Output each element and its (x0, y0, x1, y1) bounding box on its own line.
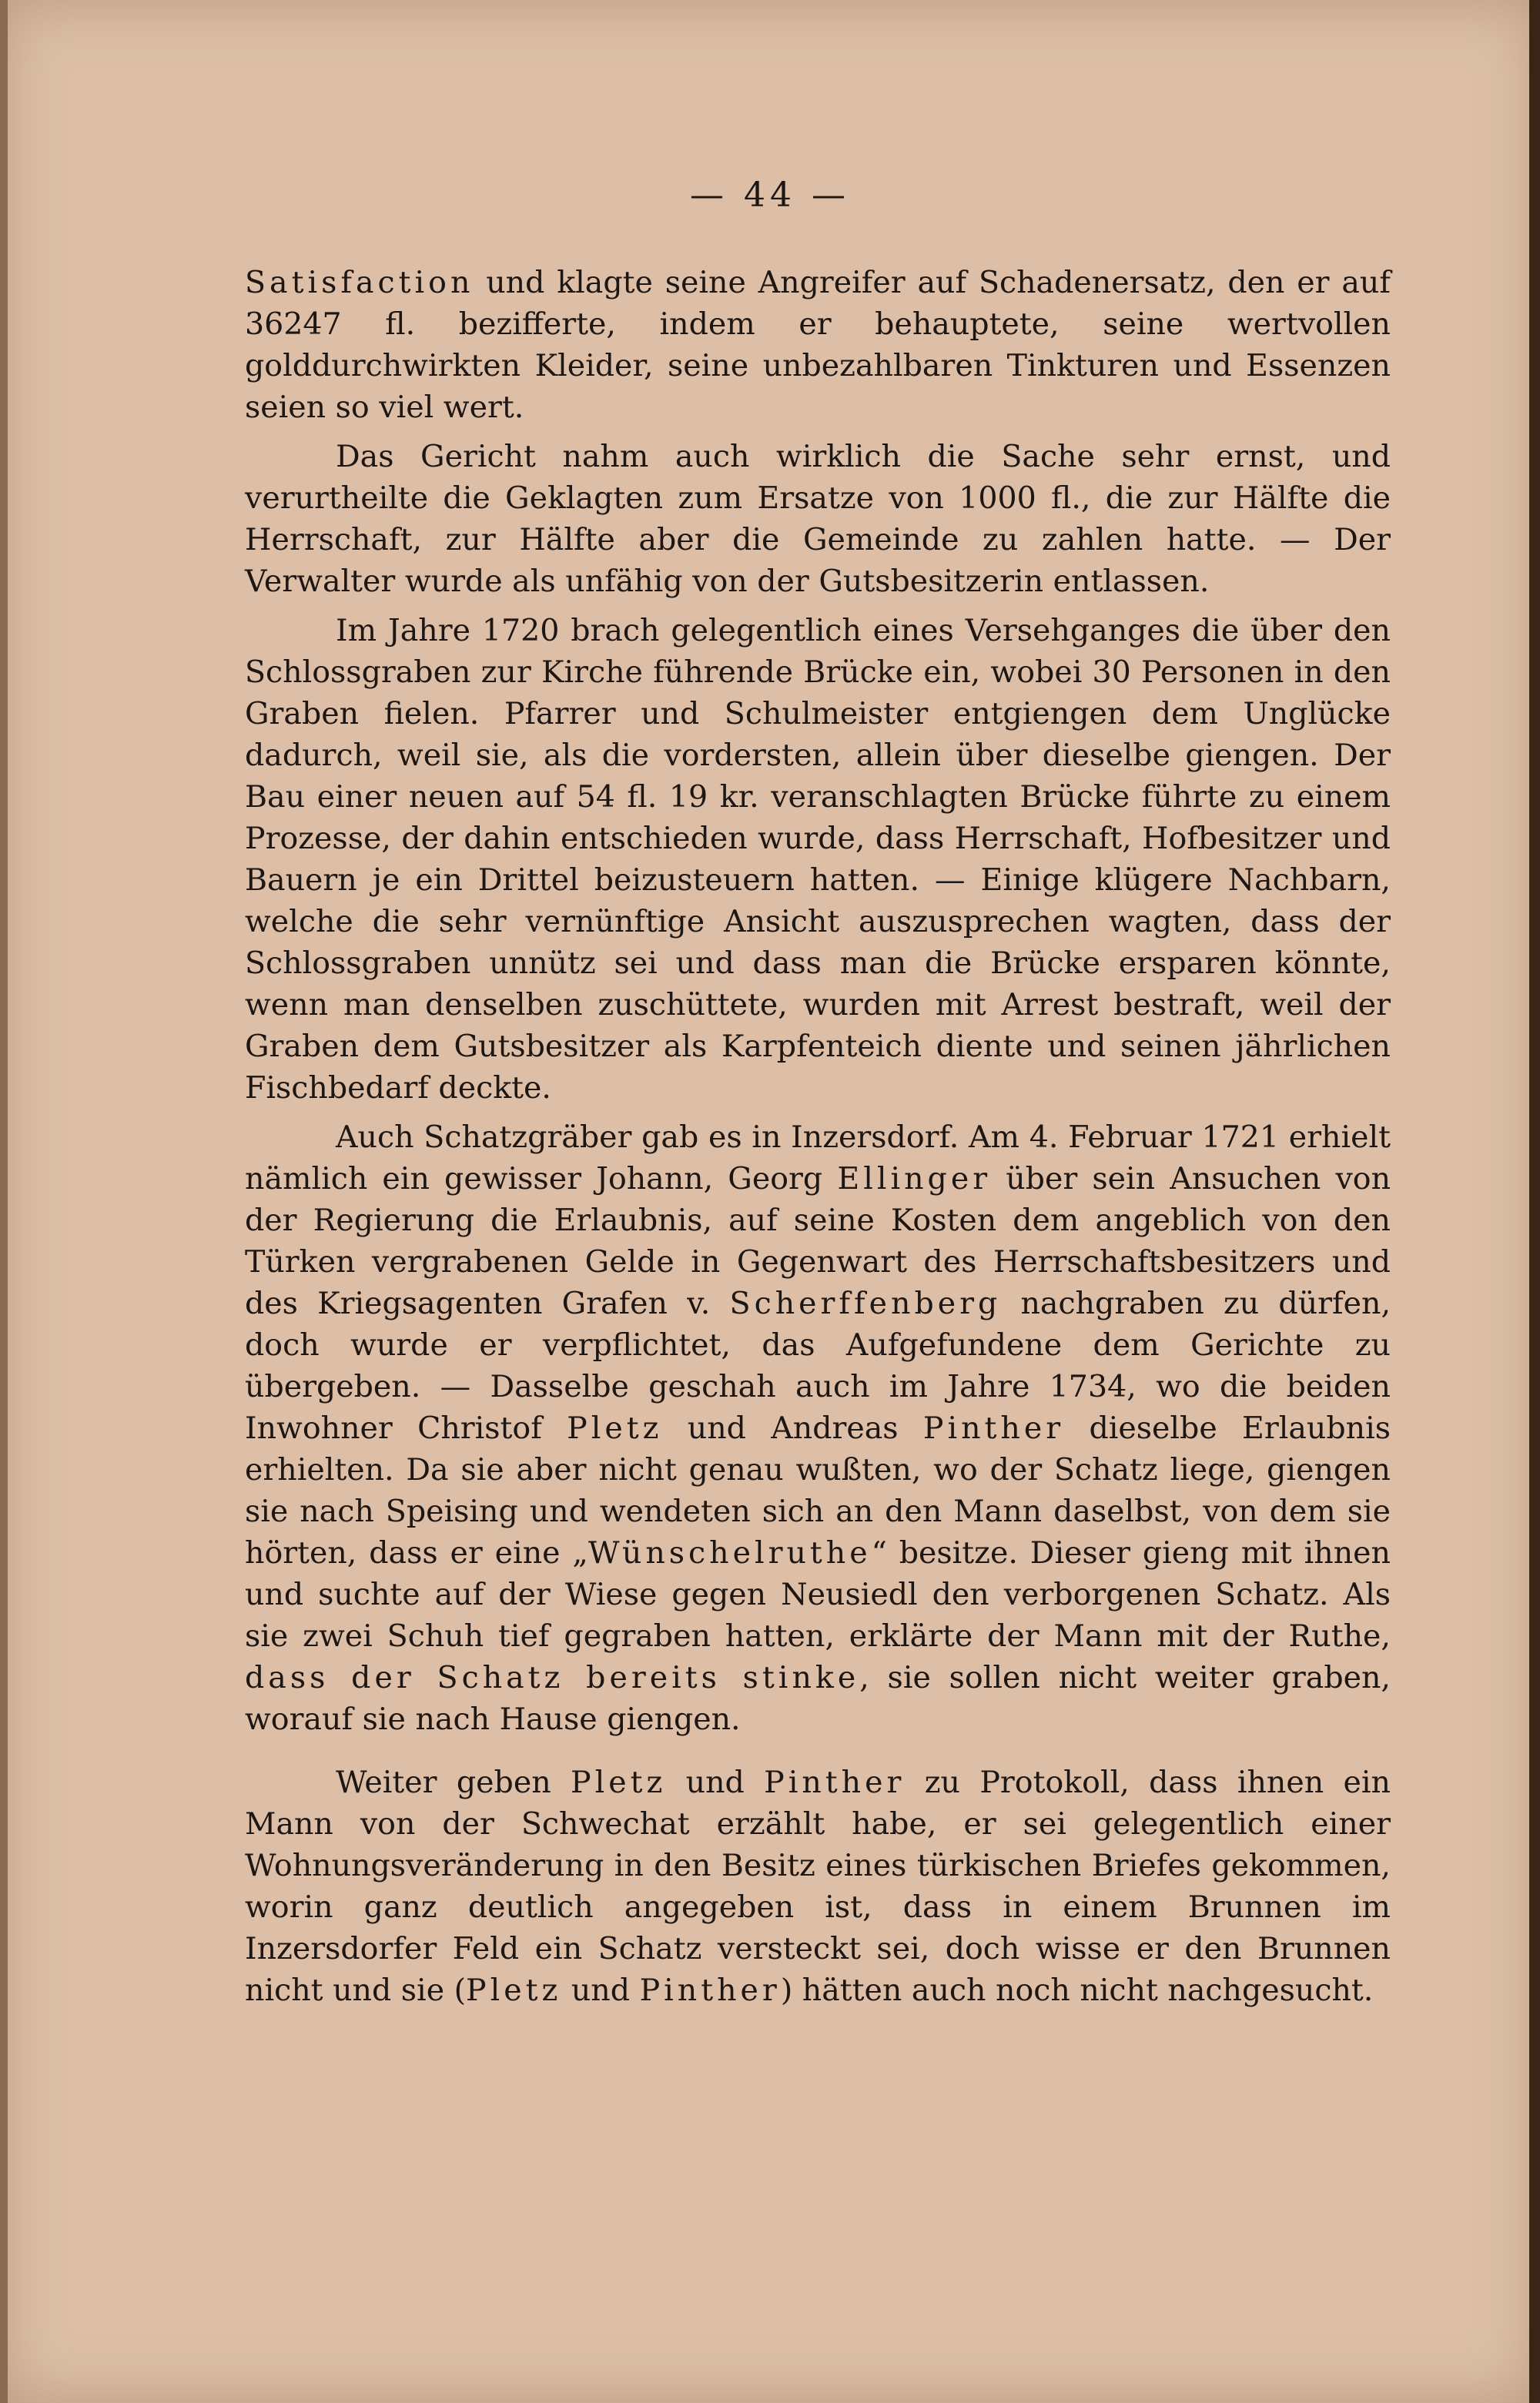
emphasis-name: Scherffenberg (729, 1286, 1002, 1321)
emphasis-name: Ellinger (837, 1161, 992, 1196)
emphasis-name: Pinther (764, 1765, 906, 1800)
body-text (245, 262, 1391, 2011)
paragraph-5 (245, 1762, 1391, 2011)
emphasis-satisfaction: Satisfaction (245, 265, 474, 300)
emphasis-name: Pletz (571, 1765, 667, 1800)
emphasis-term: Wünschelruthe (588, 1535, 872, 1571)
page-right-edge (1529, 0, 1540, 2403)
text-segment: Auch Schatzgräber gab es in Inzersdorf. Am 4. Februar 1721 erhielt nämlich ein gewisser Johann, Georg (245, 1120, 1391, 1196)
text-segment: dieselbe Erlaubnis erhielten. Da sie aber nicht genau wußten, wo der Schatz liege, giengen sie nach Speising und wendeten sich an den Mann daselbst, von dem sie hörten, dass er eine „ (245, 1411, 1391, 1571)
emphasis-name: Pinther (922, 1411, 1065, 1446)
text-segment: zu Protokoll, dass ihnen ein Mann von der Schwechat erzählt habe, er sei gelegentlich einer Wohnungsveränderung in den Besitz eines türkischen Briefes gekommen, worin ganz deutlich angegeben ist, dass in einem Brunnen im Inzersdorfer Feld ein Schatz versteckt sei, doch wisse er den Brunnen nicht und sie ( (245, 1765, 1391, 2008)
text-segment: , sie sollen nicht weiter graben, worauf sie nach Hause giengen. (245, 1660, 1391, 1737)
emphasis-name: Pletz (567, 1411, 663, 1446)
text-segment: Das Gericht nahm auch wirklich die Sache sehr ernst, und verurtheilte die Geklagten zum Ersatze von 1000 fl., die zur Hälfte die Herrschaft, zur Hälfte aber die Gemeinde zu zahlen hatte. — Der Verwalter wurde als unfähig von der Gutsbesitzerin entlassen. (245, 439, 1391, 599)
emphasis-phrase: dass der Schatz bereits stinke (245, 1660, 860, 1695)
text-segment: und (561, 1973, 640, 2008)
text-segment: Weiter geben (336, 1765, 571, 1800)
paragraph-3 (245, 610, 1391, 1109)
paragraph-2 (245, 436, 1391, 602)
text-segment: über sein Ansuchen von der Regierung die Erlaubnis, auf seine Kosten dem angeblich von den Türken vergrabenen Gelde in Gegenwart des Herrschaftsbesitzers und des Kriegsagenten Grafen v. (245, 1161, 1391, 1321)
text-segment: und klagte seine Angreifer auf Schadenersatz, den er auf 36247 fl. bezifferte, indem er behauptete, seine wertvollen golddurchwirkten Kleider, seine unbezahlbaren Tinkturen und Essenzen seien so viel wert. (245, 265, 1391, 425)
text-segment: und (666, 1765, 765, 1800)
emphasis-name: Pinther (639, 1973, 781, 2008)
text-segment: ) hätten auch noch nicht nachgesucht. (780, 1973, 1374, 2008)
paragraph-1 (245, 262, 1391, 428)
text-segment: “ besitze. Dieser gieng mit ihnen und suchte auf der Wiese gegen Neusiedl den verborgenen Schatz. Als sie zwei Schuh tief gegraben hatten, erklärte der Mann mit der Ruthe, (245, 1535, 1391, 1654)
page-number: — 44 — (690, 176, 850, 215)
emphasis-name: Pletz (466, 1973, 562, 2008)
text-segment: Im Jahre 1720 brach gelegentlich eines Versehganges die über den Schlossgraben zur Kirche führende Brücke ein, wobei 30 Personen in den Graben fielen. Pfarrer und Schulmeister entgiengen dem Unglücke dadurch, weil sie, als die vordersten, allein über dieselbe giengen. Der Bau einer neuen auf 54 fl. 19 kr. veranschlagten Brücke führte zu einem Prozesse, der dahin entschieden wurde, dass Herrschaft, Hofbesitzer und Bauern je ein Drittel beizusteuern hatten. — Einige klügere Nachbarn, welche die sehr vernünftige Ansicht auszusprechen wagten, dass der Schlossgraben unnütz sei und dass man die Brücke ersparen könnte, wenn man denselben zuschüttete, wurden mit Arrest bestraft, weil der Graben dem Gutsbesitzer als Karpfenteich diente und seinen jährlichen Fischbedarf deckte. (245, 613, 1391, 1106)
page-left-edge (0, 0, 8, 2403)
text-segment: und Andreas (662, 1411, 923, 1446)
paragraph-4 (245, 1116, 1391, 1740)
text-segment: nachgraben zu dürfen, doch wurde er verpflichtet, das Aufgefundene dem Gerichte zu übergeben. — Dasselbe geschah auch im Jahre 1734, wo die beiden Inwohner Christof (245, 1286, 1391, 1446)
